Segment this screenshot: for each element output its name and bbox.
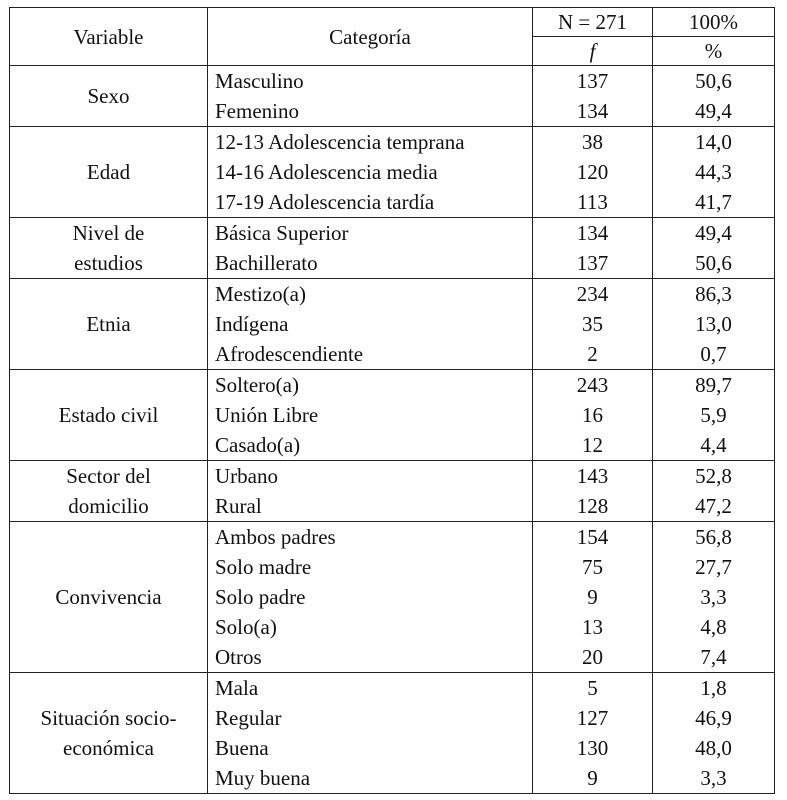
- percent-cell: 13,0: [653, 309, 775, 339]
- percent-cell: 3,3: [653, 763, 775, 794]
- variable-label: Edad: [86, 160, 131, 184]
- variable-label: Etnia: [86, 312, 131, 336]
- percent-cell: 27,7: [653, 552, 775, 582]
- table-container: [9, 7, 775, 794]
- frequency-cell: 134: [533, 96, 653, 127]
- frequency-cell: 143: [533, 461, 653, 492]
- percent-cell: 52,8: [653, 461, 775, 492]
- variable-label: estudios: [74, 251, 143, 275]
- frequency-cell: 20: [533, 642, 653, 673]
- percent-cell: 41,7: [653, 187, 775, 218]
- category-cell: Muy buena: [208, 763, 533, 794]
- percent-cell: 89,7: [653, 370, 775, 401]
- frequency-cell: 154: [533, 522, 653, 553]
- percent-cell: 49,4: [653, 96, 775, 127]
- variable-cell: [10, 370, 208, 461]
- frequency-cell: 9: [533, 582, 653, 612]
- frequency-cell: 2: [533, 339, 653, 370]
- category-cell: Ambos padres: [208, 522, 533, 553]
- variable-cell: [10, 66, 208, 127]
- frequency-cell: 16: [533, 400, 653, 430]
- table-row: [10, 522, 775, 553]
- variable-cell: [10, 279, 208, 370]
- category-cell: Casado(a): [208, 430, 533, 461]
- frequency-cell: 127: [533, 703, 653, 733]
- category-cell: Otros: [208, 642, 533, 673]
- percent-cell: 56,8: [653, 522, 775, 553]
- variable-label: Sector del: [66, 464, 151, 488]
- variable-label: económica: [63, 736, 154, 760]
- percent-cell: 50,6: [653, 66, 775, 97]
- category-cell: Masculino: [208, 66, 533, 97]
- category-cell: Rural: [208, 491, 533, 522]
- percent-cell: 14,0: [653, 127, 775, 158]
- percent-cell: 4,8: [653, 612, 775, 642]
- category-cell: Mestizo(a): [208, 279, 533, 310]
- category-cell: 12-13 Adolescencia temprana: [208, 127, 533, 158]
- percent-cell: 47,2: [653, 491, 775, 522]
- header-row-1: [10, 8, 775, 37]
- variable-label: Situación socio-: [40, 706, 177, 730]
- frequency-cell: 9: [533, 763, 653, 794]
- category-cell: Solo padre: [208, 582, 533, 612]
- header-f: f: [533, 37, 653, 66]
- percent-cell: 86,3: [653, 279, 775, 310]
- variable-label: Convivencia: [55, 585, 162, 609]
- frequency-cell: 137: [533, 66, 653, 97]
- table-row: [10, 127, 775, 158]
- header-pct-total: 100%: [653, 8, 775, 37]
- table-body: [10, 8, 775, 794]
- variable-cell: [10, 461, 208, 522]
- frequency-cell: 75: [533, 552, 653, 582]
- category-cell: Solo(a): [208, 612, 533, 642]
- category-cell: Afrodescendiente: [208, 339, 533, 370]
- frequency-cell: 137: [533, 248, 653, 279]
- category-cell: Soltero(a): [208, 370, 533, 401]
- percent-cell: 4,4: [653, 430, 775, 461]
- category-cell: Buena: [208, 733, 533, 763]
- variable-label: Nivel de: [72, 221, 145, 245]
- percent-cell: 0,7: [653, 339, 775, 370]
- frequency-cell: 120: [533, 157, 653, 187]
- percent-cell: 1,8: [653, 673, 775, 704]
- frequency-cell: 128: [533, 491, 653, 522]
- demographics-table: [9, 7, 775, 794]
- header-pct: %: [653, 37, 775, 66]
- category-cell: 17-19 Adolescencia tardía: [208, 187, 533, 218]
- percent-cell: 50,6: [653, 248, 775, 279]
- table-row: [10, 461, 775, 492]
- category-cell: Femenino: [208, 96, 533, 127]
- percent-cell: 46,9: [653, 703, 775, 733]
- table-row: [10, 279, 775, 310]
- category-cell: Urbano: [208, 461, 533, 492]
- frequency-cell: 234: [533, 279, 653, 310]
- percent-cell: 3,3: [653, 582, 775, 612]
- table-row: [10, 370, 775, 401]
- frequency-cell: 130: [533, 733, 653, 763]
- category-cell: Solo madre: [208, 552, 533, 582]
- variable-cell: [10, 522, 208, 673]
- percent-cell: 7,4: [653, 642, 775, 673]
- frequency-cell: 13: [533, 612, 653, 642]
- frequency-cell: 134: [533, 218, 653, 249]
- percent-cell: 48,0: [653, 733, 775, 763]
- percent-cell: 49,4: [653, 218, 775, 249]
- frequency-cell: 113: [533, 187, 653, 218]
- category-cell: Unión Libre: [208, 400, 533, 430]
- variable-cell: [10, 218, 208, 279]
- category-cell: Regular: [208, 703, 533, 733]
- table-row: [10, 218, 775, 249]
- category-cell: Indígena: [208, 309, 533, 339]
- frequency-cell: 38: [533, 127, 653, 158]
- variable-cell: [10, 673, 208, 794]
- header-variable: Variable: [10, 8, 208, 66]
- category-cell: Bachillerato: [208, 248, 533, 279]
- variable-label: domicilio: [68, 494, 149, 518]
- frequency-cell: 12: [533, 430, 653, 461]
- category-cell: 14-16 Adolescencia media: [208, 157, 533, 187]
- table-row: [10, 673, 775, 704]
- frequency-cell: 5: [533, 673, 653, 704]
- frequency-cell: 35: [533, 309, 653, 339]
- category-cell: Mala: [208, 673, 533, 704]
- table-row: [10, 66, 775, 97]
- header-n-total: N = 271: [533, 8, 653, 37]
- header-categoria: Categoría: [208, 8, 533, 66]
- frequency-cell: 243: [533, 370, 653, 401]
- variable-cell: [10, 127, 208, 218]
- variable-label: Sexo: [87, 84, 130, 108]
- percent-cell: 44,3: [653, 157, 775, 187]
- variable-label: Estado civil: [58, 403, 159, 427]
- percent-cell: 5,9: [653, 400, 775, 430]
- category-cell: Básica Superior: [208, 218, 533, 249]
